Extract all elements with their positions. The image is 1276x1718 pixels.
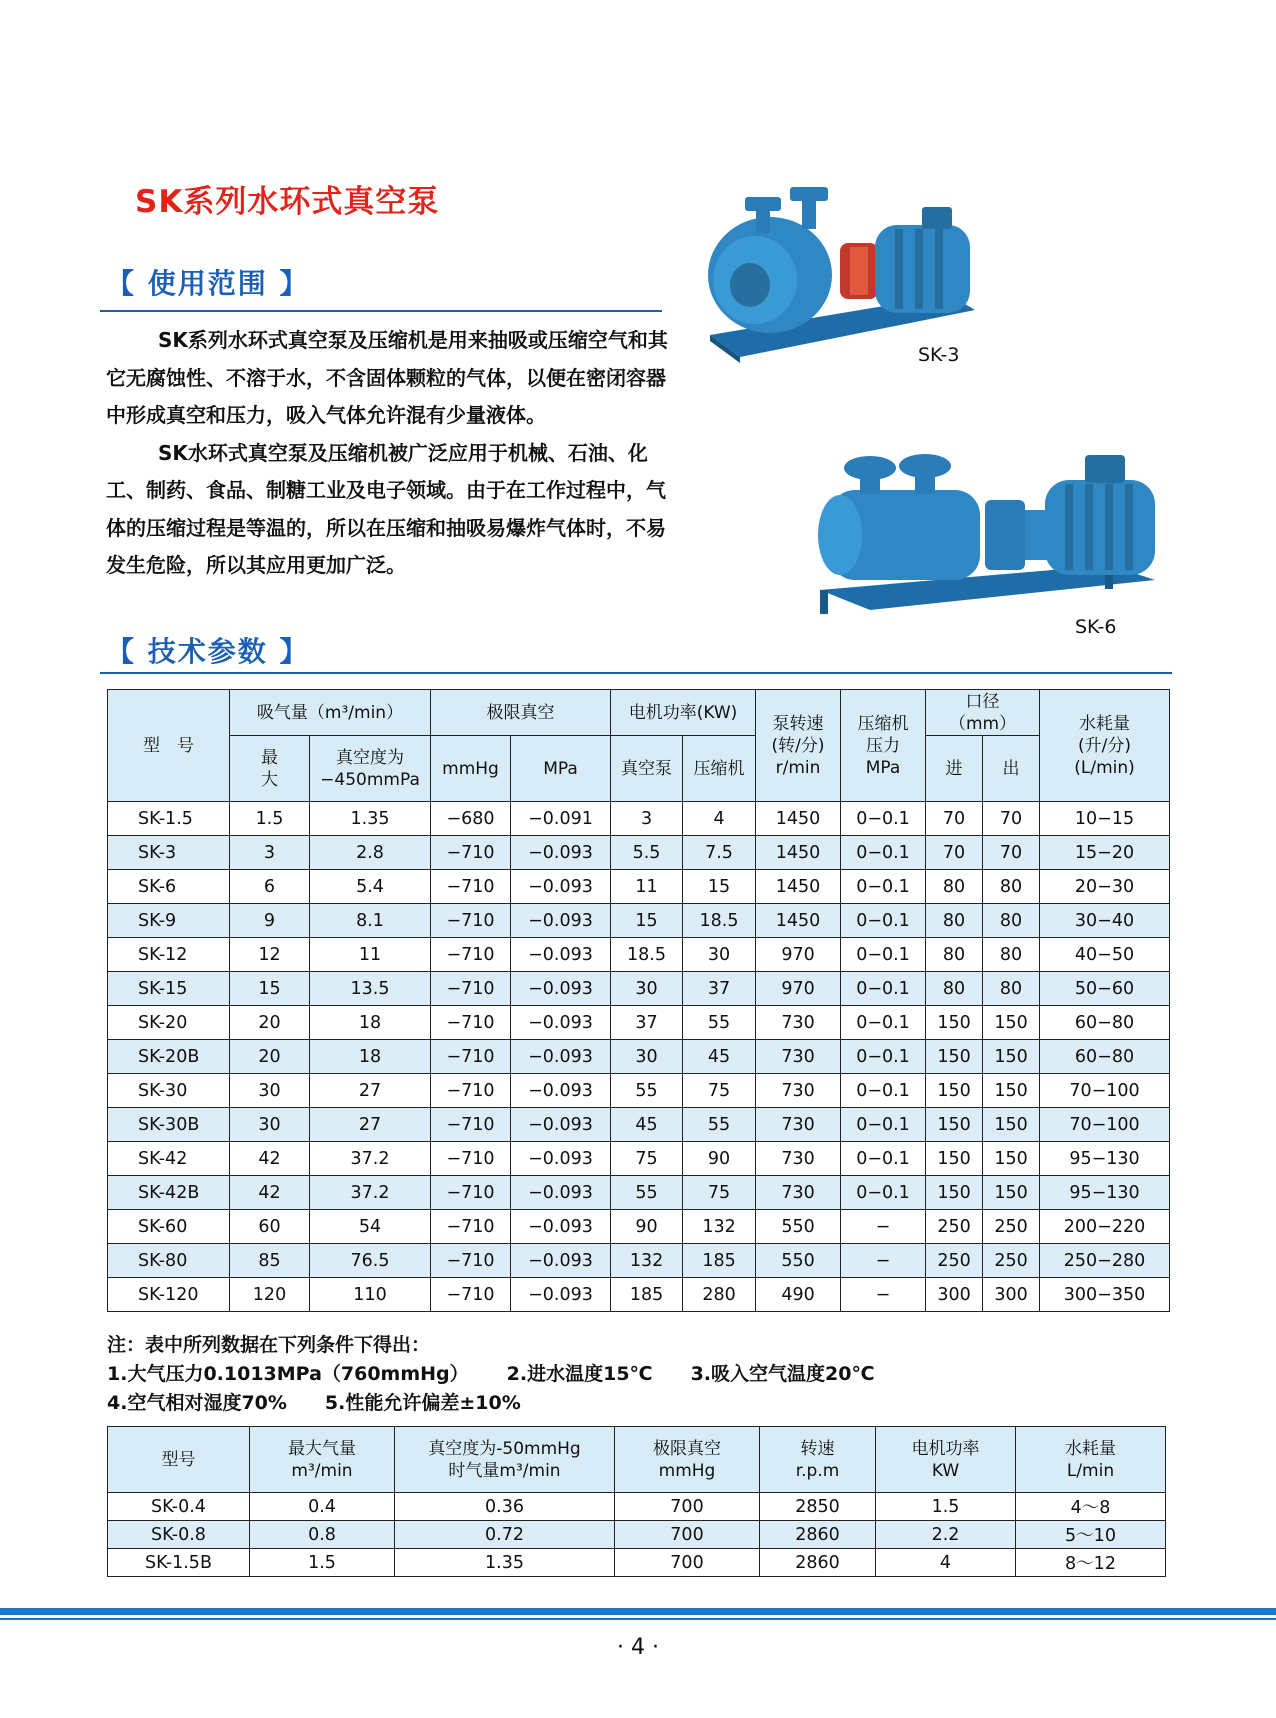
value-cell: 300	[983, 1278, 1040, 1312]
value-cell: 55	[611, 1074, 683, 1108]
value-cell: 150	[983, 1108, 1040, 1142]
value-cell: 730	[756, 1040, 841, 1074]
value-cell: 0.72	[395, 1521, 615, 1549]
model-cell: SK-30	[108, 1074, 230, 1108]
value-cell: 970	[756, 972, 841, 1006]
value-cell: −710	[431, 1176, 511, 1210]
value-cell: 0−0.1	[841, 802, 926, 836]
model-cell: SK-120	[108, 1278, 230, 1312]
value-cell: 90	[683, 1142, 756, 1176]
value-cell: 0.4	[250, 1493, 395, 1521]
note-line-3	[107, 1389, 1167, 1418]
table-row	[108, 1142, 1170, 1176]
value-cell: 1450	[756, 836, 841, 870]
value-cell: −	[841, 1278, 926, 1312]
value-cell: −0.093	[511, 904, 611, 938]
model-cell: SK-6	[108, 870, 230, 904]
value-cell: 132	[683, 1210, 756, 1244]
value-cell: 75	[611, 1142, 683, 1176]
value-cell: 2860	[760, 1549, 876, 1577]
value-cell: −0.093	[511, 972, 611, 1006]
value-cell: 20−30	[1040, 870, 1170, 904]
mini-header-cell: 转速 r.p.m	[760, 1427, 876, 1493]
usage-heading-rule	[100, 310, 662, 312]
value-cell: 6	[230, 870, 310, 904]
usage-paragraph-2: SK水环式真空泵及压缩机被广泛应用于机械、石油、化工、制药、食品、制糖工业及电子领域。由于在工作过程中，气体的压缩过程是等温的，所以在压缩和抽吸易爆炸气体时，不易发生危险，所以其应用更加广泛。	[106, 440, 666, 577]
usage-heading: 【 使用范围 】	[106, 267, 310, 300]
value-cell: 76.5	[310, 1244, 431, 1278]
value-cell: 70	[983, 802, 1040, 836]
value-cell: 75	[683, 1176, 756, 1210]
table-row	[108, 1006, 1170, 1040]
value-cell: 0−0.1	[841, 1040, 926, 1074]
table-row	[108, 972, 1170, 1006]
value-cell: 55	[683, 1006, 756, 1040]
value-cell: 70	[983, 836, 1040, 870]
value-cell: 7.5	[683, 836, 756, 870]
value-cell: 4	[876, 1549, 1016, 1577]
value-cell: −0.093	[511, 1176, 611, 1210]
pump-photo-sk3	[690, 185, 980, 365]
note-water-temp: 2.进水温度15℃	[506, 1363, 653, 1385]
value-cell: 280	[683, 1278, 756, 1312]
value-cell: 150	[983, 1040, 1040, 1074]
model-cell: SK-80	[108, 1244, 230, 1278]
header-model: 型 号	[108, 690, 230, 802]
note-tolerance: 5.性能允许偏差±10%	[324, 1392, 521, 1414]
model-cell: SK-42	[108, 1142, 230, 1176]
value-cell: 2850	[760, 1493, 876, 1521]
mini-header-cell: 电机功率 KW	[876, 1427, 1016, 1493]
note-line-1: 注：表中所列数据在下列条件下得出：	[107, 1334, 431, 1356]
model-cell: SK-0.4	[108, 1493, 250, 1521]
value-cell: 700	[615, 1521, 760, 1549]
value-cell: 3	[230, 836, 310, 870]
value-cell: 0−0.1	[841, 1108, 926, 1142]
header-motor-power: 电机功率(KW)	[611, 690, 756, 736]
value-cell: 150	[983, 1074, 1040, 1108]
value-cell: 200−220	[1040, 1210, 1170, 1244]
value-cell: −0.093	[511, 836, 611, 870]
value-cell: 70	[926, 836, 983, 870]
value-cell: 20	[230, 1006, 310, 1040]
value-cell: 0.36	[395, 1493, 615, 1521]
value-cell: 9	[230, 904, 310, 938]
value-cell: 250	[926, 1210, 983, 1244]
usage-text	[106, 322, 668, 585]
header-pump-speed: 泵转速 (转/分) r/min	[756, 690, 841, 802]
model-cell: SK-9	[108, 904, 230, 938]
value-cell: 8～12	[1016, 1549, 1166, 1577]
table-row	[108, 1074, 1170, 1108]
value-cell: 90	[611, 1210, 683, 1244]
value-cell: 55	[683, 1108, 756, 1142]
note-pressure: 1.大气压力0.1013MPa（760mmHg）	[107, 1363, 469, 1385]
value-cell: 150	[926, 1074, 983, 1108]
value-cell: −0.093	[511, 1142, 611, 1176]
value-cell: 27	[310, 1074, 431, 1108]
model-cell: SK-0.8	[108, 1521, 250, 1549]
value-cell: −710	[431, 1006, 511, 1040]
value-cell: 37.2	[310, 1176, 431, 1210]
value-cell: −710	[431, 1210, 511, 1244]
value-cell: 0−0.1	[841, 1176, 926, 1210]
value-cell: 1.5	[250, 1549, 395, 1577]
value-cell: 2860	[760, 1521, 876, 1549]
value-cell: 8.1	[310, 904, 431, 938]
value-cell: 3	[611, 802, 683, 836]
value-cell: 700	[615, 1549, 760, 1577]
value-cell: −0.093	[511, 1210, 611, 1244]
value-cell: −0.093	[511, 870, 611, 904]
footer-line	[0, 1618, 1276, 1620]
header-mmhg: mmHg	[431, 736, 511, 802]
table-row	[108, 1549, 1166, 1577]
value-cell: 970	[756, 938, 841, 972]
page-title: SK系列水环式真空泵	[135, 184, 440, 220]
value-cell: 30	[683, 938, 756, 972]
value-cell: 730	[756, 1142, 841, 1176]
value-cell: 150	[983, 1006, 1040, 1040]
value-cell: 37	[611, 1006, 683, 1040]
value-cell: −0.091	[511, 802, 611, 836]
value-cell: 1450	[756, 870, 841, 904]
value-cell: 40−50	[1040, 938, 1170, 972]
value-cell: 18	[310, 1040, 431, 1074]
value-cell: 150	[926, 1040, 983, 1074]
header-bore-out: 出	[983, 736, 1040, 802]
header-intake: 吸气量（m³/min）	[230, 690, 431, 736]
value-cell: 250	[983, 1244, 1040, 1278]
value-cell: 0−0.1	[841, 1074, 926, 1108]
value-cell: 5.4	[310, 870, 431, 904]
value-cell: 60−80	[1040, 1006, 1170, 1040]
value-cell: 250	[926, 1244, 983, 1278]
value-cell: 95−130	[1040, 1142, 1170, 1176]
table-row	[108, 1278, 1170, 1312]
value-cell: 0−0.1	[841, 938, 926, 972]
value-cell: −710	[431, 1244, 511, 1278]
value-cell: −0.093	[511, 1040, 611, 1074]
value-cell: 2.2	[876, 1521, 1016, 1549]
value-cell: 80	[983, 904, 1040, 938]
model-cell: SK-20	[108, 1006, 230, 1040]
spec-table-mini	[107, 1426, 1166, 1577]
value-cell: 27	[310, 1108, 431, 1142]
mini-header-cell: 水耗量 L/min	[1016, 1427, 1166, 1493]
value-cell: 45	[683, 1040, 756, 1074]
value-cell: 120	[230, 1278, 310, 1312]
value-cell: 54	[310, 1210, 431, 1244]
value-cell: 70−100	[1040, 1074, 1170, 1108]
value-cell: 45	[611, 1108, 683, 1142]
header-power-compressor: 压缩机	[683, 736, 756, 802]
value-cell: −710	[431, 1142, 511, 1176]
value-cell: 132	[611, 1244, 683, 1278]
header-mpa: MPa	[511, 736, 611, 802]
value-cell: −710	[431, 1278, 511, 1312]
value-cell: −0.093	[511, 938, 611, 972]
value-cell: 150	[926, 1006, 983, 1040]
value-cell: 11	[310, 938, 431, 972]
tech-heading: 【 技术参数 】	[106, 635, 310, 668]
value-cell: 0−0.1	[841, 870, 926, 904]
note-air-temp: 3.吸入空气温度20℃	[690, 1363, 875, 1385]
header-limit-vacuum: 极限真空	[431, 690, 611, 736]
value-cell: 42	[230, 1176, 310, 1210]
value-cell: 150	[926, 1108, 983, 1142]
spec-table-main	[107, 689, 1170, 1312]
value-cell: 11	[611, 870, 683, 904]
value-cell: 1.35	[395, 1549, 615, 1577]
table-row	[108, 1493, 1166, 1521]
value-cell: 80	[983, 870, 1040, 904]
table-row	[108, 1040, 1170, 1074]
value-cell: 60−80	[1040, 1040, 1170, 1074]
value-cell: 4	[683, 802, 756, 836]
table-row	[108, 870, 1170, 904]
value-cell: 70−100	[1040, 1108, 1170, 1142]
page-number: · 4 ·	[617, 1635, 659, 1660]
value-cell: 730	[756, 1074, 841, 1108]
mini-header-cell: 极限真空 mmHg	[615, 1427, 760, 1493]
value-cell: −0.093	[511, 1074, 611, 1108]
table-row	[108, 1521, 1166, 1549]
value-cell: 730	[756, 1006, 841, 1040]
header-water-consumption: 水耗量 (升/分) (L/min)	[1040, 690, 1170, 802]
mini-header-cell: 最大气量 m³/min	[250, 1427, 395, 1493]
value-cell: −	[841, 1244, 926, 1278]
value-cell: 15	[230, 972, 310, 1006]
value-cell: 1.5	[230, 802, 310, 836]
value-cell: 30−40	[1040, 904, 1170, 938]
tech-heading-rule	[100, 672, 1172, 674]
value-cell: 18.5	[683, 904, 756, 938]
value-cell: 550	[756, 1244, 841, 1278]
model-cell: SK-1.5	[108, 802, 230, 836]
table-row	[108, 1210, 1170, 1244]
value-cell: 80	[983, 972, 1040, 1006]
value-cell: −710	[431, 938, 511, 972]
table-row	[108, 1176, 1170, 1210]
pump-photo-sk3-label: SK-3	[918, 344, 960, 366]
value-cell: 0−0.1	[841, 836, 926, 870]
model-cell: SK-30B	[108, 1108, 230, 1142]
value-cell: −0.093	[511, 1278, 611, 1312]
value-cell: 15−20	[1040, 836, 1170, 870]
value-cell: 75	[683, 1074, 756, 1108]
value-cell: 55	[611, 1176, 683, 1210]
value-cell: 70	[926, 802, 983, 836]
value-cell: −0.093	[511, 1244, 611, 1278]
value-cell: −0.093	[511, 1006, 611, 1040]
value-cell: 0−0.1	[841, 904, 926, 938]
table-notes	[107, 1331, 1167, 1418]
value-cell: 110	[310, 1278, 431, 1312]
value-cell: 15	[683, 870, 756, 904]
table-row	[108, 1244, 1170, 1278]
value-cell: 1.35	[310, 802, 431, 836]
value-cell: 85	[230, 1244, 310, 1278]
value-cell: 150	[926, 1142, 983, 1176]
value-cell: 13.5	[310, 972, 431, 1006]
value-cell: 700	[615, 1493, 760, 1521]
value-cell: 80	[926, 972, 983, 1006]
note-humidity: 4.空气相对湿度70%	[107, 1392, 287, 1414]
model-cell: SK-3	[108, 836, 230, 870]
value-cell: 1450	[756, 802, 841, 836]
value-cell: 12	[230, 938, 310, 972]
value-cell: 150	[926, 1176, 983, 1210]
value-cell: 4～8	[1016, 1493, 1166, 1521]
value-cell: 300	[926, 1278, 983, 1312]
mini-header-cell: 真空度为-50mmHg 时气量m³/min	[395, 1427, 615, 1493]
value-cell: 30	[230, 1108, 310, 1142]
value-cell: 80	[926, 904, 983, 938]
value-cell: 42	[230, 1142, 310, 1176]
footer-band	[0, 1608, 1276, 1615]
value-cell: −680	[431, 802, 511, 836]
value-cell: 150	[983, 1142, 1040, 1176]
value-cell: 80	[983, 938, 1040, 972]
model-cell: SK-1.5B	[108, 1549, 250, 1577]
value-cell: 730	[756, 1108, 841, 1142]
value-cell: 95−130	[1040, 1176, 1170, 1210]
model-cell: SK-12	[108, 938, 230, 972]
value-cell: 0−0.1	[841, 1142, 926, 1176]
value-cell: −710	[431, 1108, 511, 1142]
value-cell: 0−0.1	[841, 972, 926, 1006]
value-cell: 185	[611, 1278, 683, 1312]
value-cell: 5.5	[611, 836, 683, 870]
table-row	[108, 802, 1170, 836]
value-cell: 550	[756, 1210, 841, 1244]
table-row	[108, 1108, 1170, 1142]
table-row	[108, 904, 1170, 938]
value-cell: 0.8	[250, 1521, 395, 1549]
value-cell: −710	[431, 836, 511, 870]
mini-header-cell: 型号	[108, 1427, 250, 1493]
pump-photo-sk6-label: SK-6	[1075, 616, 1117, 638]
value-cell: 250−280	[1040, 1244, 1170, 1278]
value-cell: 490	[756, 1278, 841, 1312]
value-cell: 60	[230, 1210, 310, 1244]
value-cell: −0.093	[511, 1108, 611, 1142]
model-cell: SK-15	[108, 972, 230, 1006]
value-cell: −710	[431, 972, 511, 1006]
value-cell: −710	[431, 1040, 511, 1074]
model-cell: SK-60	[108, 1210, 230, 1244]
header-bore: 口径 （mm）	[926, 690, 1040, 736]
value-cell: 37.2	[310, 1142, 431, 1176]
header-intake-max: 最 大	[230, 736, 310, 802]
value-cell: 80	[926, 938, 983, 972]
value-cell: 30	[611, 972, 683, 1006]
value-cell: 15	[611, 904, 683, 938]
note-line-2	[107, 1360, 1167, 1389]
value-cell: 0−0.1	[841, 1006, 926, 1040]
value-cell: −710	[431, 1074, 511, 1108]
value-cell: 18	[310, 1006, 431, 1040]
header-power-vacuum-pump: 真空泵	[611, 736, 683, 802]
value-cell: −710	[431, 870, 511, 904]
value-cell: 50−60	[1040, 972, 1170, 1006]
value-cell: 20	[230, 1040, 310, 1074]
model-cell: SK-42B	[108, 1176, 230, 1210]
value-cell: 80	[926, 870, 983, 904]
model-cell: SK-20B	[108, 1040, 230, 1074]
pump-photo-sk6	[810, 440, 1170, 620]
usage-paragraph-1: SK系列水环式真空泵及压缩机是用来抽吸或压缩空气和其它无腐蚀性、不溶于水，不含固体颗粒的气体，以便在密闭容器中形成真空和压力，吸入气体允许混有少量液体。	[106, 328, 668, 427]
value-cell: −	[841, 1210, 926, 1244]
value-cell: 1450	[756, 904, 841, 938]
value-cell: 250	[983, 1210, 1040, 1244]
value-cell: 185	[683, 1244, 756, 1278]
value-cell: 18.5	[611, 938, 683, 972]
value-cell: −710	[431, 904, 511, 938]
value-cell: 30	[230, 1074, 310, 1108]
value-cell: 2.8	[310, 836, 431, 870]
table-row	[108, 836, 1170, 870]
table-row	[108, 938, 1170, 972]
value-cell: 10−15	[1040, 802, 1170, 836]
value-cell: 5～10	[1016, 1521, 1166, 1549]
header-bore-in: 进	[926, 736, 983, 802]
value-cell: 1.5	[876, 1493, 1016, 1521]
value-cell: 30	[611, 1040, 683, 1074]
header-intake-vacuum: 真空度为 −450mmPa	[310, 736, 431, 802]
header-compressor-pressure: 压缩机 压力 MPa	[841, 690, 926, 802]
value-cell: 730	[756, 1176, 841, 1210]
value-cell: 300−350	[1040, 1278, 1170, 1312]
value-cell: 150	[983, 1176, 1040, 1210]
value-cell: 37	[683, 972, 756, 1006]
